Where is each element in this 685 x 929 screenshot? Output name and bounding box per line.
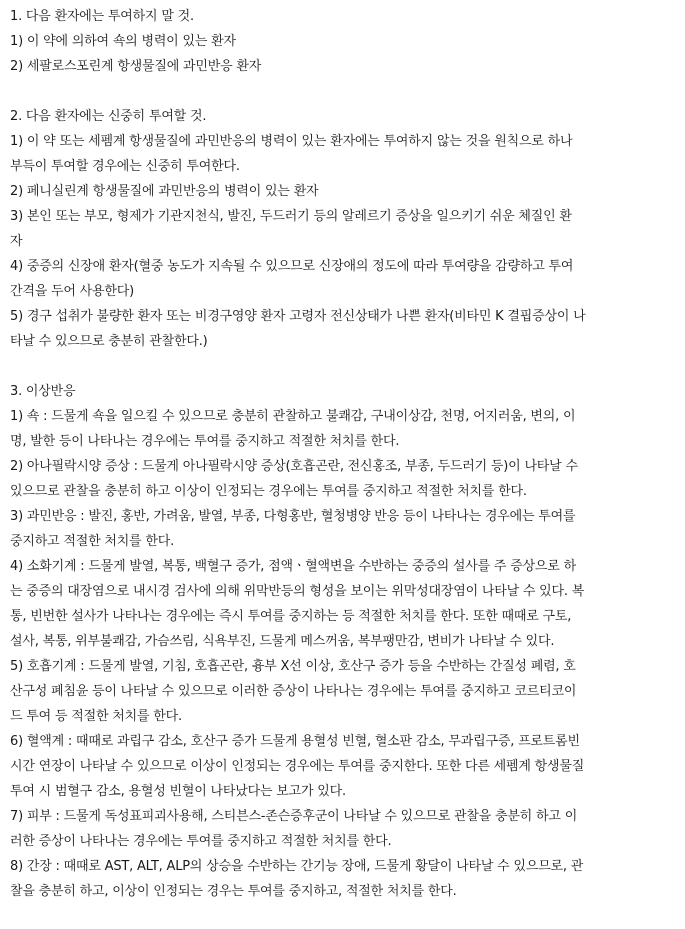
text-line: 6) 혈액계 : 때때로 과립구 감소, 호산구 증가 드물게 용혈성 빈혈, 혈소판 감소, 무과립구증, 프로트롬빈: [10, 734, 580, 749]
text-line: 3) 본인 또는 부모, 형제가 기관지천식, 발진, 두드러기 등의 알레르기 증상을 일으키기 쉬운 체질인 환: [10, 209, 572, 224]
text-line: 중지하고 적절한 처치를 한다.: [10, 534, 175, 549]
text-line: 타날 수 있으므로 충분히 관찰한다.): [10, 334, 208, 349]
section-heading: 2. 다음 환자에는 신중히 투여할 것.: [10, 109, 207, 124]
text-line: 명, 발한 등이 나타나는 경우에는 투여를 중지하고 적절한 처치를 한다.: [10, 434, 400, 449]
text-line: 3) 과민반응 : 발진, 홍반, 가려움, 발열, 부종, 다형홍반, 혈청병양 반응 등이 나타나는 경우에는 투여를: [10, 509, 576, 524]
text-line: 1) 쇽 : 드물게 쇽을 일으킬 수 있으므로 충분히 관찰하고 불쾌감, 구내이상감, 천명, 어지러움, 변의, 이: [10, 409, 576, 424]
text-line: 통, 빈번한 설사가 나타나는 경우에는 즉시 투여를 중지하는 등 적절한 처치를 한다. 또한 때때로 구토,: [10, 609, 572, 624]
text-line: 4) 중증의 신장애 환자(혈중 농도가 지속될 수 있으므로 신장애의 정도에 따라 투여량을 감량하고 투여: [10, 259, 574, 274]
text-line: 드 투여 등 적절한 처치를 한다.: [10, 709, 182, 724]
section-adverse-reactions: [10, 379, 677, 929]
text-line: 1) 이 약 또는 세펨계 항생물질에 과민반응의 병력이 있는 환자에는 투여하지 않는 것을 원칙으로 하나: [10, 134, 573, 149]
section-heading: 1. 다음 환자에는 투여하지 말 것.: [10, 9, 194, 24]
section-contraindications: [10, 4, 677, 79]
text-line: 8) 간장 : 때때로 AST, ALT, ALP의 상승을 수반하는 간기능 장애, 드물게 황달이 나타날 수 있으므로, 관: [10, 859, 584, 874]
text-line: 산구성 폐침윤 등이 나타날 수 있으므로 이러한 증상이 나타나는 경우에는 투여를 중지하고 코르티코이: [10, 684, 577, 699]
text-line: 러한 증상이 나타나는 경우에는 투여를 중지하고 적절한 처치를 한다.: [10, 834, 392, 849]
text-line: 있으므로 관찰을 충분히 하고 이상이 인정되는 경우에는 투여를 중지하고 적절한 처치를 한다.: [10, 484, 527, 499]
text-line: 찰을 충분히 하고, 이상이 인정되는 경우는 투여를 중지하고, 적절한 처치를 한다.: [10, 884, 457, 899]
text-line: [10, 904, 677, 929]
section-careful-administration: [10, 104, 677, 354]
spacer: [10, 354, 677, 379]
text-line: 1) 이 약에 의하여 쇽의 병력이 있는 환자: [10, 34, 236, 49]
text-line: 4) 소화기계 : 드물게 발열, 복통, 백혈구 증가, 점액ㆍ혈액변을 수반하는 중증의 설사를 주 증상으로 하: [10, 559, 576, 574]
text-line: 설사, 복통, 위부불쾌감, 가슴쓰림, 식욕부진, 드물게 메스꺼움, 복부팽만감, 변비가 나타날 수 있다.: [10, 634, 555, 649]
text-line: 자: [10, 234, 23, 249]
text-line: 2) 아나필락시양 증상 : 드물게 아나필락시양 증상(호흡곤란, 전신홍조, 부종, 두드러기 등)이 나타날 수: [10, 459, 578, 474]
text-line: 투여 시 범혈구 감소, 용혈성 빈혈이 나타났다는 보고가 있다.: [10, 784, 346, 799]
text-line: 2) 페니실린계 항생물질에 과민반응의 병력이 있는 환자: [10, 184, 319, 199]
section-heading: 3. 이상반응: [10, 384, 76, 399]
text-line: 5) 호흡기계 : 드물게 발열, 기침, 호흡곤란, 흉부 X선 이상, 호산구 증가 등을 수반하는 간질성 폐렴, 호: [10, 659, 576, 674]
text-line: 5) 경구 섭취가 불량한 환자 또는 비경구영양 환자 고령자 전신상태가 나쁜 환자(비타민 K 결핍증상이 나: [10, 309, 586, 324]
text-line: 2) 세팔로스포린계 항생물질에 과민반응 환자: [10, 59, 262, 74]
text-line: 는 중증의 대장염으로 내시경 검사에 의해 위막반등의 형성을 보이는 위막성대장염이 나타날 수 있다. 복: [10, 584, 585, 599]
spacer: [10, 79, 677, 104]
text-line: 7) 피부 : 드물게 독성표피괴사용해, 스티븐스-존슨증후군이 나타날 수 있으므로 관찰을 충분히 하고 이: [10, 809, 578, 824]
text-line: 부득이 투여할 경우에는 신중히 투여한다.: [10, 159, 240, 174]
text-line: 시간 연장이 나타날 수 있으므로 이상이 인정되는 경우에는 투여를 중지한다. 또한 다른 세펨계 항생물질: [10, 759, 585, 774]
text-line: 간격을 두어 사용한다): [10, 284, 134, 299]
